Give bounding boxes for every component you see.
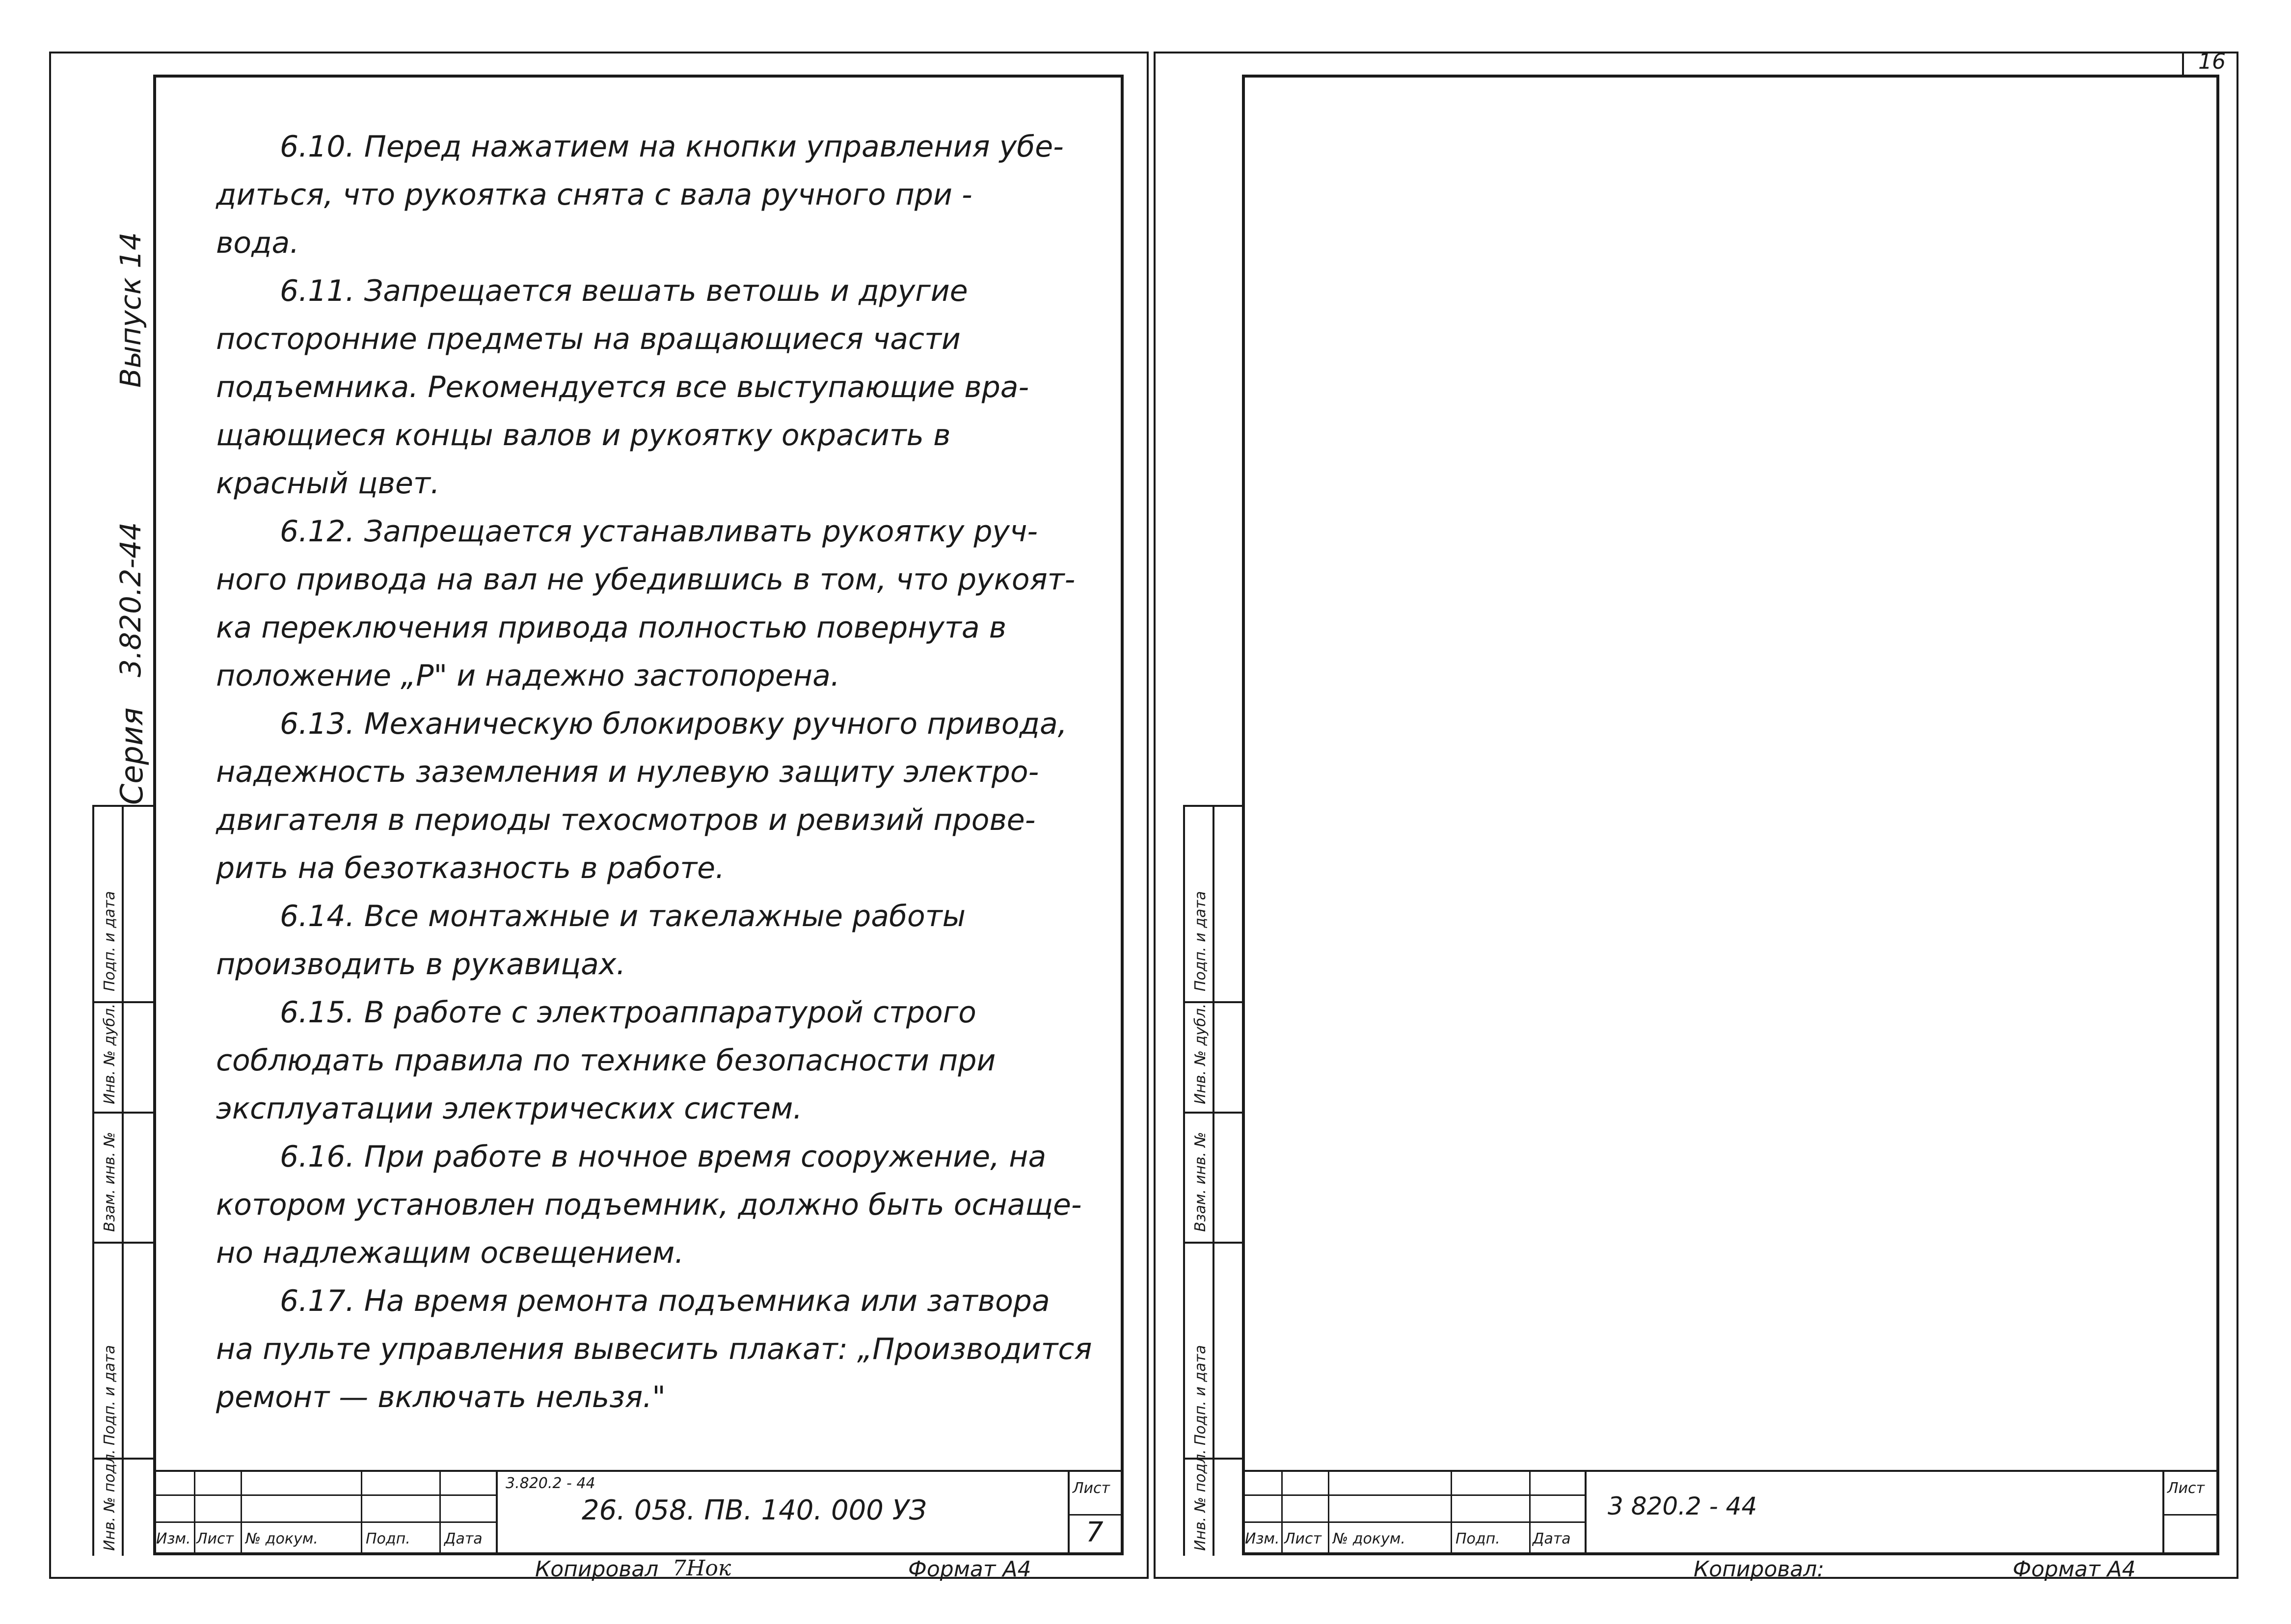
main-text	[216, 123, 1095, 1421]
col-doc-no: № докум.	[245, 1530, 318, 1547]
stamp-inv-podl: Инв. № подл.	[101, 1449, 118, 1551]
stamp-podp-data-2: Подп. и дата	[101, 891, 118, 991]
r-stamp-podp-data-1: Подп. и дата	[1192, 1345, 1209, 1445]
r-title-series: 3 820.2 - 44	[1608, 1492, 1757, 1520]
col-list: Лист	[196, 1530, 234, 1547]
text-line: подъемника. Рекомендуется все выступающие вра-	[216, 370, 1029, 404]
text-line: диться, что рукоятка снята с вала ручного при -	[216, 178, 972, 212]
r-col-data: Дата	[1533, 1530, 1571, 1547]
text-line: 6.12. Запрещается устанавливать рукоятку руч-	[280, 514, 1038, 549]
text-line: но надлежащим освещением.	[216, 1236, 684, 1270]
title-series-small: 3.820.2 - 44	[506, 1475, 595, 1492]
stamp-vzam-inv: Взам. инв. №	[101, 1132, 118, 1232]
text-line: положение „Р" и надежно застопорена.	[216, 659, 840, 693]
sheet-separator-left	[1147, 52, 1149, 1579]
text-line: ного привода на вал не убедившись в том, что рукоят-	[216, 562, 1076, 597]
title-doc-code: 26. 058. ПВ. 140. 000 УЗ	[582, 1494, 927, 1526]
right-footer-format: Формат А4	[2013, 1557, 2136, 1582]
text-line: ка переключения привода полностью повернута в	[216, 611, 1007, 645]
r-col-podp: Подп.	[1455, 1530, 1500, 1547]
text-line: производить в рукавицах.	[216, 947, 626, 982]
r-stamp-podp-data-2: Подп. и дата	[1192, 891, 1209, 991]
left-footer-copied-sign: 7Нок	[673, 1556, 731, 1581]
r-stamp-inv-podl: Инв. № подл.	[1192, 1449, 1209, 1551]
stamp-inv-dubl: Инв. № дубл.	[101, 1003, 118, 1104]
sheet-number-top: 16	[2198, 49, 2226, 74]
right-footer-copied: Копировал:	[1694, 1557, 1825, 1582]
text-line: щающиеся концы валов и рукоятку окрасить в	[216, 418, 951, 453]
text-line: 6.11. Запрещается вешать ветошь и другие	[280, 274, 968, 308]
left-vertical-issue: Выпуск 14	[114, 232, 147, 388]
title-sheet-label: Лист	[1073, 1480, 1110, 1497]
text-line: красный цвет.	[216, 466, 440, 501]
r-stamp-inv-dubl: Инв. № дубл.	[1192, 1003, 1209, 1104]
text-line: 6.17. На время ремонта подъемника или затвора	[280, 1284, 1050, 1318]
r-col-izm: Изм.	[1245, 1530, 1280, 1547]
text-line: на пульте управления вывесить плакат: „Производится	[216, 1332, 1092, 1366]
text-line: 6.13. Механическую блокировку ручного привода,	[280, 707, 1067, 741]
text-line: 6.16. При работе в ночное время сооружение, на	[280, 1140, 1047, 1174]
left-vertical-code: 3.820.2-44	[114, 522, 147, 677]
stamp-podp-data-1: Подп. и дата	[101, 1345, 118, 1445]
text-line: 6.14. Все монтажные и такелажные работы	[280, 899, 966, 933]
left-inner-left	[153, 75, 156, 1554]
title-sheet-value: 7	[1086, 1517, 1104, 1548]
left-inner-bottom	[153, 1552, 1124, 1555]
text-line: вода.	[216, 226, 299, 260]
text-line: надежность заземления и нулевую защиту электро-	[216, 755, 1039, 789]
text-line: 6.15. В работе с электроаппаратурой строго	[280, 995, 976, 1030]
left-inner-right	[1121, 75, 1124, 1554]
sheet-separator-right	[1154, 52, 1156, 1579]
col-podp: Подп.	[366, 1530, 410, 1547]
left-outer-top	[49, 52, 1147, 53]
text-line: эксплуатации электрических систем.	[216, 1092, 803, 1126]
r-col-doc-no: № докум.	[1333, 1530, 1405, 1547]
left-vertical-series: Серия	[114, 707, 150, 805]
col-data: Дата	[444, 1530, 483, 1547]
r-title-sheet-label: Лист	[2167, 1480, 2205, 1497]
text-line: соблюдать правила по технике безопасности при	[216, 1043, 996, 1078]
r-col-list: Лист	[1284, 1530, 1322, 1547]
text-line: ремонт — включать нельзя."	[216, 1380, 666, 1414]
text-line: посторонние предметы на вращающиеся части	[216, 322, 961, 356]
text-line: 6.10. Перед нажатием на кнопки управления убе-	[280, 130, 1064, 164]
text-line: двигателя в периоды техосмотров и ревизий прове-	[216, 803, 1036, 837]
left-footer-format: Формат А4	[908, 1557, 1031, 1582]
left-footer-copied: Копировал	[535, 1557, 659, 1582]
col-izm: Изм.	[156, 1530, 191, 1547]
left-inner-top	[153, 75, 1123, 78]
left-outer-left	[49, 52, 51, 1579]
r-stamp-vzam-inv: Взам. инв. №	[1192, 1132, 1209, 1232]
text-line: рить на безотказность в работе.	[216, 851, 725, 885]
text-line: котором установлен подъемник, должно быть оснаще-	[216, 1188, 1082, 1222]
